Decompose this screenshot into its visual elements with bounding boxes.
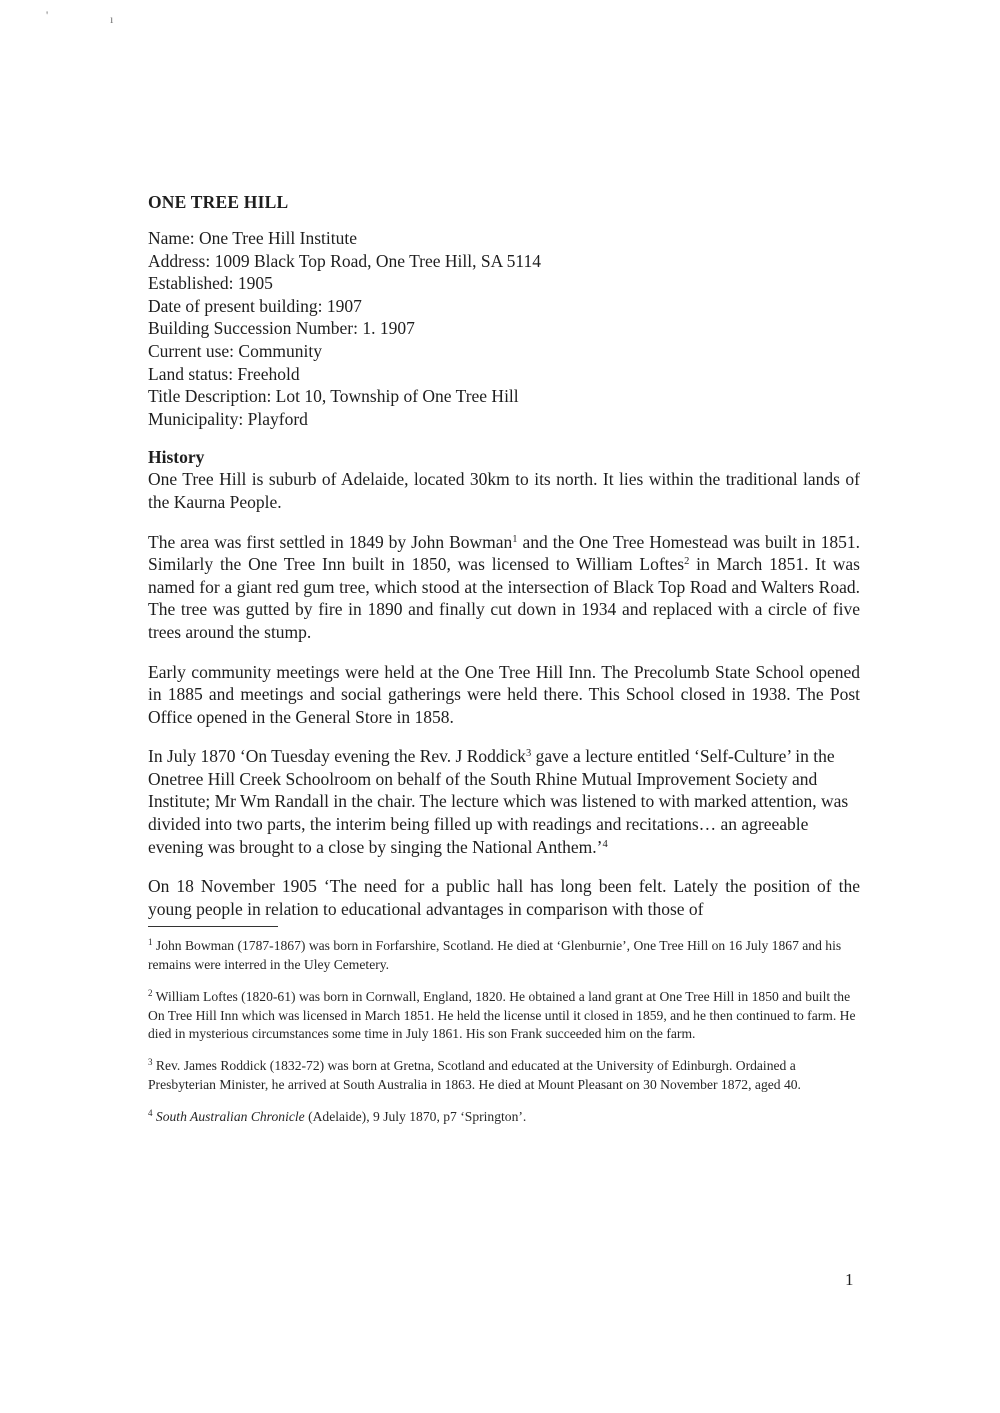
para-text: The area was first settled in 1849 by John Bowman xyxy=(148,531,513,552)
footnote-separator xyxy=(148,926,278,927)
footnote-2 xyxy=(148,988,860,1043)
document-title: ONE TREE HILL xyxy=(148,192,289,212)
meta-succession-number: Building Succession Number: 1. 1907 xyxy=(148,318,415,339)
meta-current-use: Current use: Community xyxy=(148,340,323,361)
footnote-ref-1: 1 xyxy=(512,533,518,545)
history-heading: History xyxy=(148,447,205,468)
meta-land-status: Land status: Freehold xyxy=(148,363,300,384)
para-text: gave a lecture entitled ‘Self-Culture’ in the Onetree Hill Creek Schoolroom on behalf of the South Rhine Mutual Improvement Society and Institute; Mr Wm Randall in the chair. The lecture which was listened to with marked attention, was divided into two parts, the interim being filled up with readings and recitations… an agreeable evening was brought to a close by singing the National Anthem.’ xyxy=(148,746,849,857)
history-paragraph-5: On 18 November 1905 ‘The need for a public hall has long been felt. Lately the position of the young people in relation to educational advantages in comparison with those of xyxy=(148,876,860,919)
para-text: In July 1870 ‘On Tuesday evening the Rev. J Roddick xyxy=(148,746,527,767)
footnote-number: 1 xyxy=(148,937,153,948)
footnote-number: 3 xyxy=(148,1057,153,1068)
meta-address: Address: 1009 Black Top Road, One Tree Hill, SA 5114 xyxy=(148,250,542,271)
footnotes xyxy=(148,937,860,1126)
main-content xyxy=(148,192,860,1141)
history-paragraph-3: Early community meetings were held at the One Tree Hill Inn. The Precolumb State School opened in 1885 and meetings and social gatherings were held there. This School closed in 1938. The Post Office opened in the General Store in 1858. xyxy=(148,661,860,727)
footnote-3 xyxy=(148,1057,860,1094)
meta-municipality: Municipality: Playford xyxy=(148,408,308,429)
scan-speck: ı xyxy=(110,12,114,26)
footnote-source-title: South Australian Chronicle xyxy=(155,1109,305,1125)
footnote-4 xyxy=(148,1108,860,1126)
footnote-text: (Adelaide), 9 July 1870, p7 ‘Springton’. xyxy=(304,1109,527,1125)
footnote-1 xyxy=(148,937,860,974)
footnote-text: William Loftes (1820-61) was born in Cornwall, England, 1820. He obtained a land grant at One Tree Hill in 1850 and built the On Tree Hill Inn which was licensed in March 1851. He held the license until it closed in 1859, and he then continued to farm. He died in mysterious circumstances some time in July 1861. His son Frank succeeded him on the farm. xyxy=(148,989,856,1042)
footnote-ref-2: 2 xyxy=(684,556,690,568)
history-paragraph-2 xyxy=(148,531,860,644)
metadata-block xyxy=(148,227,860,430)
page-number: 1 xyxy=(845,1270,854,1289)
meta-present-building: Date of present building: 1907 xyxy=(148,295,362,316)
footnote-number: 2 xyxy=(148,988,153,999)
history-paragraph-4 xyxy=(148,745,860,858)
para-text: and the One Tree Homestead was built in 1851. Similarly the One Tree Inn built in 1850, was licensed to William Loftes xyxy=(148,531,860,575)
footnote-ref-4: 4 xyxy=(602,838,608,850)
footnote-ref-3: 3 xyxy=(526,748,532,760)
meta-title-description: Title Description: Lot 10, Township of One Tree Hill xyxy=(148,386,519,407)
footnote-text: John Bowman (1787-1867) was born in Forfarshire, Scotland. He died at ‘Glenburnie’, One Tree Hill on 16 July 1867 and his remains were interred in the Uley Cemetery. xyxy=(148,938,842,972)
meta-established: Established: 1905 xyxy=(148,273,273,294)
history-paragraph-1: One Tree Hill is suburb of Adelaide, located 30km to its north. It lies within the traditional lands of the Kaurna People. xyxy=(148,469,860,512)
para-text: in March 1851. It was named for a giant red gum tree, which stood at the intersection of Black Top Road and Walters Road. The tree was gutted by fire in 1890 and finally cut down in 1934 and replaced with a circle of five trees around the stump. xyxy=(148,554,860,642)
footnote-number: 4 xyxy=(148,1108,153,1119)
meta-name: Name: One Tree Hill Institute xyxy=(148,228,358,248)
footnote-text: Rev. James Roddick (1832-72) was born at Gretna, Scotland and educated at the University of Edinburgh. Ordained a Presbyterian Minister, he arrived at South Australia in 1863. He died at Mount Pleasant on 30 November 1872, aged 40. xyxy=(148,1058,801,1092)
scan-speck: ' xyxy=(46,8,49,22)
